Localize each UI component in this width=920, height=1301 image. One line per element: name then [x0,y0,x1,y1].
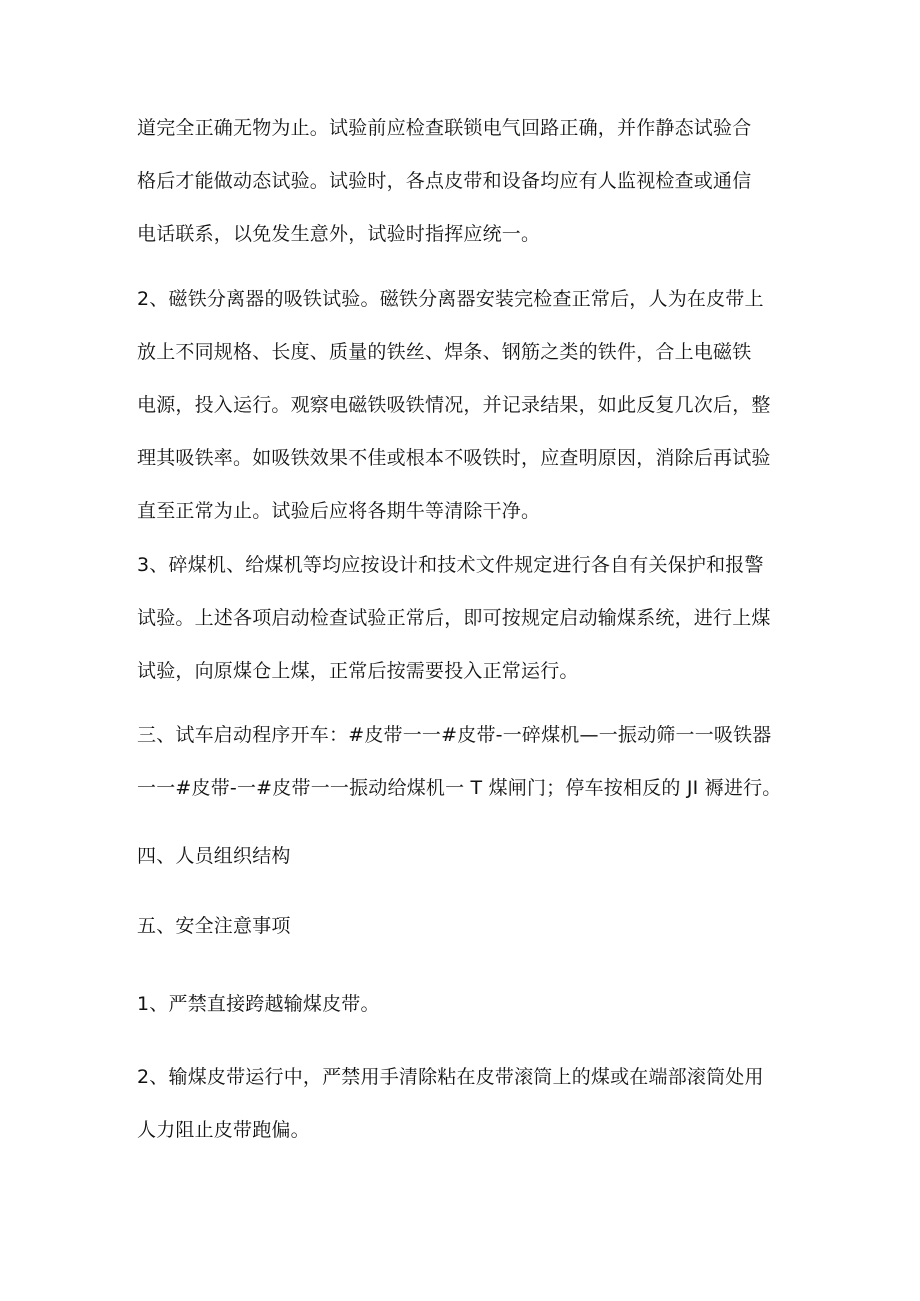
paragraph-item-3-crusher [137,553,797,683]
text-line: 人力阻止皮带跑偏。 [137,1119,310,1141]
text-line: 道完全正确无物为止。试验前应检查联锁电气回路正确，并作静态试验合 [137,117,752,139]
section-5-heading [137,914,797,938]
text-line: 2、磁铁分离器的吸铁试验。磁铁分离器安装完检查正常后，人为在皮带上 [137,288,764,310]
section-4-heading [137,844,797,868]
text-line: 3、碎煤机、给煤机等均应按设计和技术文件规定进行各自有关保护和报警 [137,554,764,576]
text-line: 三、试车启动程序开车：#皮带一一#皮带-一碎煤机—一振动筛一一吸铁器 [137,724,772,746]
rule-item-1 [137,992,797,1016]
text-line: 放上不同规格、长度、质量的铁丝、焊条、钢筋之类的铁件，合上电磁铁 [137,341,752,363]
text-line: 直至正常为止。试验后应将各期牛等清除干净。 [137,500,541,522]
text-line: 试验，向原煤仓上煤，正常后按需要投入正常运行。 [137,660,579,682]
text-line: 格后才能做动态试验。试验时，各点皮带和设备均应有人监视检查或通信 [137,170,752,192]
paragraph-item-2-magnetic-separator [137,287,797,523]
text-line: 电话联系，以免发生意外，试验时指挥应统一。 [137,223,541,245]
text-line: 理其吸铁率。如吸铁效果不佳或根本不吸铁时，应查明原因，消除后再试验 [137,447,771,469]
section-heading: 四、人员组织结构 [137,845,291,867]
text-line: 电源，投入运行。观察电磁铁吸铁情况，并记录结果，如此反复几次后，整 [137,394,771,416]
text-line: 一一#皮带-一#皮带一一振动给煤机一 T 煤闸门；停车按相反的 JI 褥进行。 [137,777,782,799]
rule-item-2 [137,1065,797,1142]
text-line: 1、严禁直接跨越输煤皮带。 [137,993,380,1015]
text-line: 2、输煤皮带运行中，严禁用手清除粘在皮带滚筒上的煤或在端部滚筒处用 [137,1066,764,1088]
section-3-startup-sequence [137,723,797,800]
section-heading: 五、安全注意事项 [137,915,291,937]
paragraph-continuation [137,116,797,246]
text-line: 试验。上述各项启动检查试验正常后，即可按规定启动输煤系统，进行上煤 [137,607,771,629]
